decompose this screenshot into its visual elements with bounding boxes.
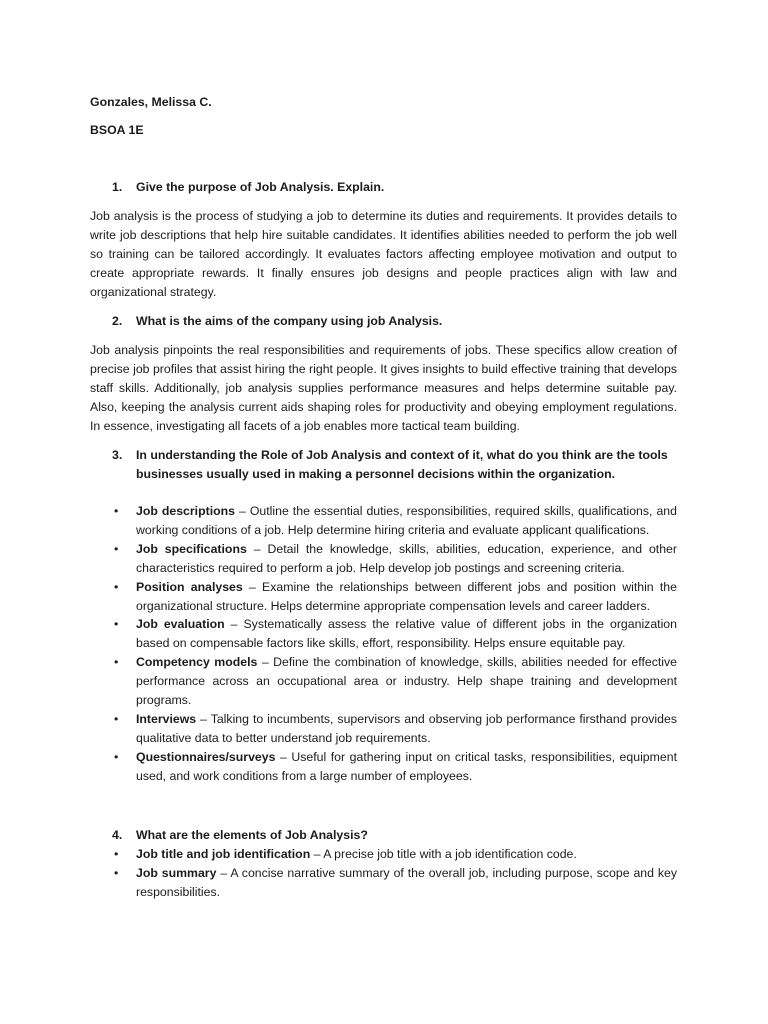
answer-paragraph: Job analysis is the process of studying a job to determine its duties and requirements. It provides details to write job descriptions that help hire suitable candidates. It identifies abilities needed to perform the job well so training can be tailored accordingly. It evaluates factors affecting employee motivation and output to create appropriate rewards. It finally ensures job designs and people practices align with law and organizational strategy.: [90, 209, 677, 299]
list-item-description: – Talking to incumbents, supervisors and observing job performance firsthand provides qualitative data to better understand job requirements.: [136, 711, 677, 745]
question-number: 2.: [112, 314, 123, 328]
student-name: Gonzales, Melissa C.: [90, 95, 212, 109]
bullet-icon: •: [114, 847, 119, 861]
list-item: [112, 653, 677, 710]
list-item-term: Questionnaires/surveys: [136, 749, 276, 764]
list-item-description: – Detail the knowledge, skills, abilities, education, experience, and other characteristics required to perform a job. Help develop job postings and screening criteria.: [136, 541, 677, 575]
list-item-description: – Systematically assess the relative value of different jobs in the organization based on compensable factors like skills, effort, responsibility. Helps ensure equitable pay.: [136, 617, 677, 651]
list-item-description: – Define the combination of knowledge, skills, abilities needed for effective performance across an occupational area or industry. Help shape training and development programs.: [136, 655, 677, 708]
list-item-term: Competency models: [136, 655, 258, 670]
question-text: Give the purpose of Job Analysis. Explain.: [136, 180, 385, 194]
question-number: 1.: [112, 180, 123, 194]
bullet-icon: •: [114, 579, 119, 594]
list-item: [112, 615, 677, 653]
list-item-description: – A concise narrative summary of the overall job, including purpose, scope and key responsibilities.: [136, 865, 677, 899]
list-item: [112, 710, 677, 748]
list-item-term: Job descriptions: [136, 504, 235, 518]
answer-1: [90, 207, 677, 302]
list-item-term: Job specifications: [136, 541, 247, 556]
bullet-icon: •: [114, 617, 119, 632]
list-item-description: – A precise job title with a job identification code.: [310, 847, 577, 861]
list-item: [112, 540, 677, 578]
answer-2: [90, 341, 677, 436]
list-item-description: – Examine the relationships between different jobs and position within the organizational structure. Helps determine appropriate compensation levels and career ladders.: [136, 579, 677, 613]
question-4: [112, 826, 677, 845]
question-text: In understanding the Role of Job Analysis and context of it, what do you think are the tools businesses usually used in making a personnel decisions within the organization.: [136, 448, 668, 481]
list-item: [112, 845, 677, 864]
header-block: [90, 93, 677, 112]
list-item-term: Job evaluation: [136, 617, 225, 632]
bullet-icon: •: [114, 711, 119, 726]
question-text: What are the elements of Job Analysis?: [136, 828, 368, 842]
list-item: [112, 748, 677, 786]
list-item-term: Job summary: [136, 865, 217, 880]
question-1: [112, 178, 677, 197]
question-number: 4.: [112, 828, 123, 842]
list-item: [112, 578, 677, 616]
answer-paragraph: Job analysis pinpoints the real responsibilities and requirements of jobs. These specifics allow creation of precise job profiles that assist hiring the right people. It gives insights to build effective training that develops staff skills. Additionally, job analysis supplies performance measures and helps determine suitable pay. Also, keeping the analysis current aids shaping roles for productivity and obeying employment regulations. In essence, investigating all facets of a job enables more tactical team building.: [90, 343, 677, 433]
question-text: What is the aims of the company using job Analysis.: [136, 314, 443, 328]
list-item-term: Position analyses: [136, 579, 243, 594]
question-3: [112, 446, 677, 484]
bullet-icon: •: [114, 504, 119, 518]
list-item-description: – Outline the essential duties, responsibilities, required skills, qualifications, and working conditions of a job. Help determine hiring criteria and evaluate applicant qualifications.: [136, 504, 677, 537]
question-number: 3.: [112, 448, 123, 462]
bullet-icon: •: [114, 541, 119, 556]
section-block: [90, 121, 677, 140]
elements-list: [112, 845, 677, 902]
list-item-term: Job title and job identification: [136, 847, 311, 861]
bullet-icon: •: [114, 655, 119, 670]
tools-list: [112, 502, 677, 786]
student-section: BSOA 1E: [90, 123, 144, 137]
bullet-icon: •: [114, 865, 119, 880]
bullet-icon: •: [114, 749, 119, 764]
list-item-description: – Useful for gathering input on critical tasks, responsibilities, equipment used, and work conditions from a large number of employees.: [136, 749, 677, 783]
list-item: [112, 502, 677, 540]
list-item: [112, 864, 677, 902]
list-item-term: Interviews: [136, 711, 197, 726]
question-2: [112, 312, 677, 331]
